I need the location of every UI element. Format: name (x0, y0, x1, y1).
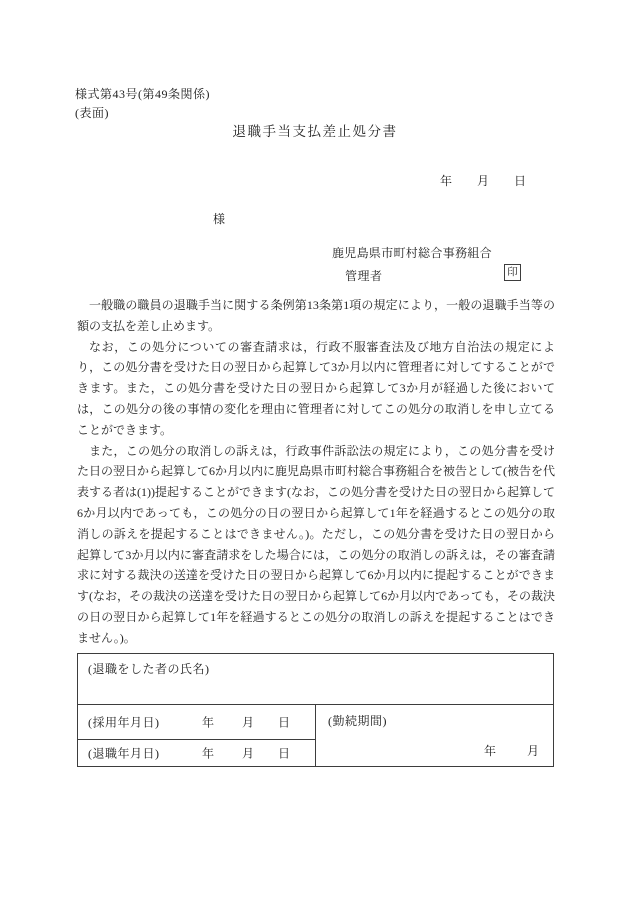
date-year-label: 年 (440, 174, 453, 188)
service-year-unit: 年 (483, 744, 496, 758)
hire-date-label: (採用年月日) (88, 715, 160, 730)
retire-date-label: (退職年月日) (88, 746, 160, 761)
body-text (77, 295, 555, 649)
retire-day-unit: 日 (278, 746, 291, 761)
table-row (78, 654, 554, 705)
retire-month-unit: 月 (242, 746, 255, 761)
retiree-info-table (77, 653, 554, 767)
issuer-organization: 鹿児島県市町村総合事務組合 (332, 246, 492, 260)
retiree-name-label: (退職をした者の氏名) (88, 662, 210, 676)
issuer-title: 管理者 (345, 269, 383, 283)
retire-date-cell (78, 740, 316, 767)
document-title: 退職手当支払差止処分書 (232, 124, 398, 139)
body-paragraph-3: また，この処分の取消しの訴えは，行政事件訴訟法の規定により，この処分書を受けた日の翌日から起算して6か月以内に鹿児島県市町村総合事務組合を被告として(被告を代表する者は(1))提起することができます(なお，この処分書を受けた日の翌日から起算して6か月以内であっても，この処分の日の翌日から起算して1年を経過するとこの処分の取消しの訴えを提起することはできません。)。ただし，この処分書を受けた日の翌日から起算して3か月以内に審査請求をした場合には，この処分の取消しの訴えは，その審査請求に対する裁決の送達を受けた日の翌日から起算して6か月以内に提起することができます(なお，その裁決の送達を受けた日の翌日から起算して6か月以内であっても，その裁決の日の翌日から起算して1年を経過するとこの処分の取消しの訴えを提起することはできません。)。 (77, 443, 555, 645)
body-paragraph-2: なお，この処分についての審査請求は，行政不服審査法及び地方自治法の規定により，この処分書を受けた日の翌日から起算して3か月以内に管理者に対してすることができます。また，この処分書を受けた日の翌日から起算して3か月が経過した後においては，この処分の後の事情の変化を理由に管理者に対してこの処分の取消しを申し立てることができます。 (77, 339, 555, 437)
retire-year-unit: 年 (202, 746, 215, 761)
date-day-label: 日 (514, 174, 527, 188)
service-month-unit: 月 (526, 744, 539, 758)
hire-day-unit: 日 (278, 715, 291, 730)
addressee-honorific: 様 (213, 212, 226, 226)
table-row (78, 705, 554, 740)
form-number-label: 様式第43号(第49条関係) (75, 87, 210, 101)
seal-mark: 印 (504, 264, 521, 281)
service-period-label: (勤続期間) (328, 714, 387, 728)
hire-month-unit: 月 (242, 715, 255, 730)
date-month-label: 月 (477, 174, 490, 188)
service-period-cell (316, 705, 554, 767)
service-period-units (484, 742, 539, 759)
side-label: (表面) (75, 106, 109, 120)
hire-date-cell (78, 705, 316, 740)
hire-year-unit: 年 (202, 715, 215, 730)
body-paragraph-1: 一般職の職員の退職手当に関する条例第13条第1項の規定により，一般の退職手当等の額の支払を差し止めます。 (77, 298, 555, 333)
issue-date-line (440, 172, 526, 189)
retiree-name-cell (78, 654, 554, 705)
